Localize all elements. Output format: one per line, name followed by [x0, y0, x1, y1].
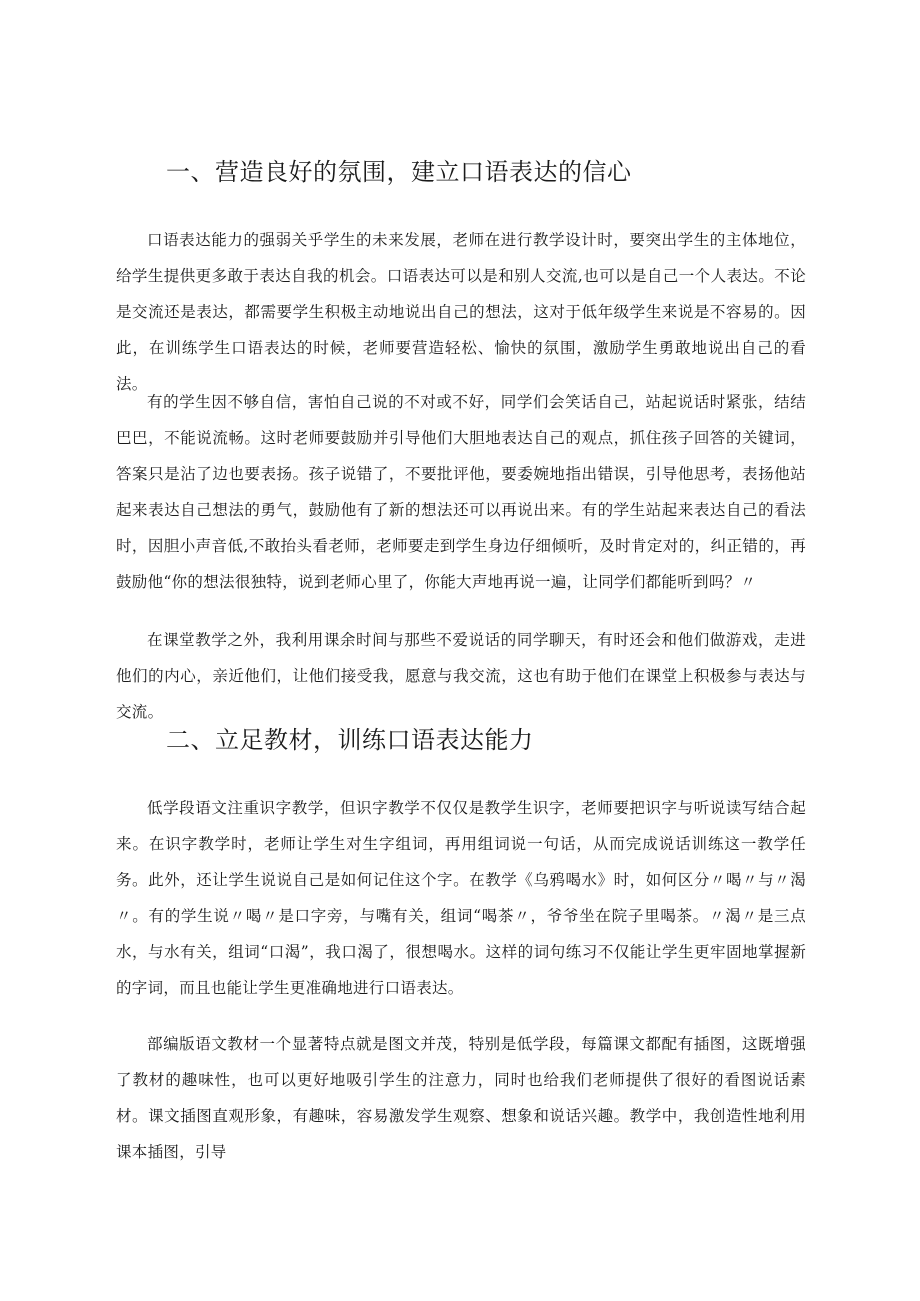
paragraph: 口语表达能力的强弱关乎学生的未来发展，老师在进行教学设计时，要突出学生的主体地位，给学生提供更多敢于表达自我的机会。口语表达可以是和别人交流,也可以是自己一个人表达。不论是交流还是表达，都需要学生积极主动地说出自己的想法，这对于低年级学生来说是不容易的。因此，在训练学生口语表达的时候，老师要营造轻松、愉快的氛围，激励学生勇敢地说出自己的看法。 — [116, 231, 806, 393]
paragraph: 低学段语文注重识字教学，但识字教学不仅仅是教学生识字，老师要把识字与听说读写结合起来。在识字教学时，老师让学生对生字组词，再用组词说一句话，从而完成说话训练这一教学任务。此外，还让学生说说自己是如何记住这个字。在教学《乌鸦喝水》时，如何区分〃喝〃与〃渴〃。有的学生说〃喝〃是口字旁，与嘴有关，组词“喝茶〃，爷爷坐在院子里喝茶。〃渴〃是三点水，与水有关，组词“口渴”，我口渴了，很想喝水。这样的词句练习不仅能让学生更牢固地掌握新的字词，而且也能让学生更准确地进行口语表达。 — [116, 799, 806, 997]
paragraph: 在课堂教学之外，我利用课余时间与那些不爱说话的同学聊天，有时还会和他们做游戏，走进他们的内心，亲近他们，让他们接受我，愿意与我交流，这也有助于他们在课堂上积极参与表达与交流。 — [116, 631, 806, 721]
paragraph: 有的学生因不够自信，害怕自己说的不对或不好，同学们会笑话自己，站起说话时紧张，结结巴巴，不能说流畅。这时老师要鼓励并引导他们大胆地表达自己的观点，抓住孩子回答的关键词，答案只是沾了边也要表扬。孩子说错了，不要批评他，要委婉地指出错误，引导他思考，表扬他站起来表达自己想法的勇气，鼓励他有了新的想法还可以再说出来。有的学生站起来表达自己的看法时，因胆小声音低,不敢抬头看老师，老师要走到学生身边仔细倾听，及时肯定对的，纠正错的，再鼓励他“你的想法很独特，说到老师心里了，你能大声地再说一遍，让同学们都能听到吗？〃 — [116, 393, 806, 591]
paragraph: 部编版语文教材一个显著特点就是图文并茂，特别是低学段，每篇课文都配有插图，这既增强了教材的趣味性，也可以更好地吸引学生的注意力，同时也给我们老师提供了很好的看图说话素材。课文插图直观形象，有趣味，容易激发学生观察、想象和说话兴趣。教学中，我创造性地利用课本插图，引导 — [116, 1035, 806, 1161]
section-heading-1: 一、营造良好的氛围，建立口语表达的信心 — [166, 158, 632, 186]
section-heading-2: 二、立足教材，训练口语表达能力 — [166, 726, 534, 754]
